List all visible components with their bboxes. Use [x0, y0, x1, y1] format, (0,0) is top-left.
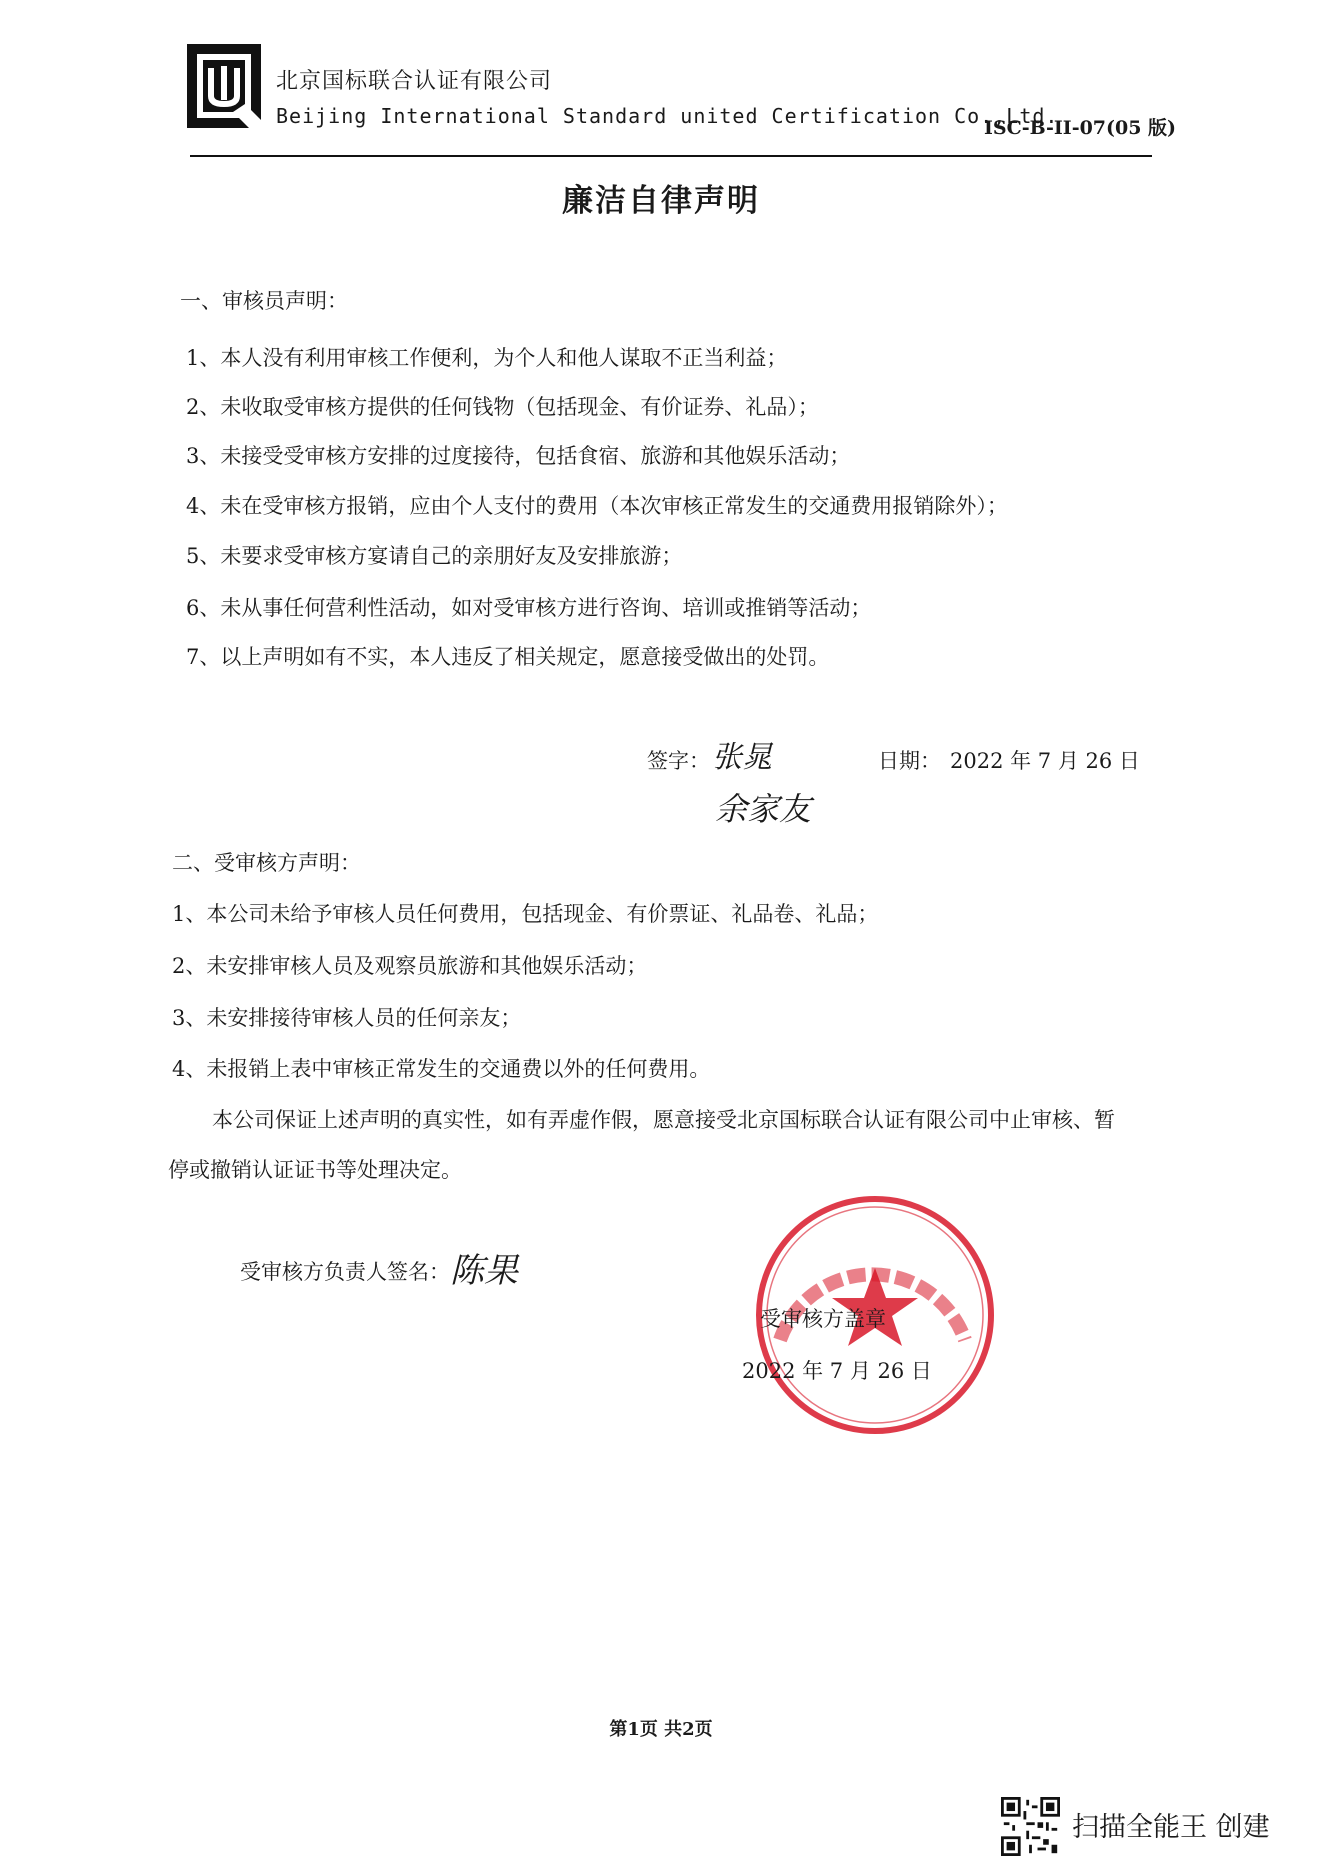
scanner-app-label: 扫描全能王 创建: [1072, 1812, 1270, 1843]
header-rule: [190, 155, 1152, 157]
section2-item: 2、未安排审核人员及观察员旅游和其他娱乐活动；: [172, 954, 648, 978]
auditor-sign-label: 签字：: [647, 749, 710, 773]
page-number: 第1页 共2页: [609, 1719, 713, 1740]
section1-item: 7、以上声明如有不实，本人违反了相关规定，愿意接受做出的处罚。: [186, 645, 830, 669]
auditor-signature: 余家友: [715, 790, 812, 828]
section1-item: 6、未从事任何营利性活动，如对受审核方进行咨询、培训或推销等活动；: [186, 596, 872, 620]
section2-item: 4、未报销上表中审核正常发生的交通费以外的任何费用。: [172, 1057, 711, 1081]
section1-item: 1、本人没有利用审核工作便利，为个人和他人谋取不正当利益；: [186, 346, 788, 370]
section2-item: 1、本公司未给予审核人员任何费用，包括现金、有价票证、礼品卷、礼品；: [172, 902, 879, 926]
section2-item: 3、未安排接待审核人员的任何亲友；: [172, 1006, 522, 1030]
document-code: ISC-B-II-07(05 版): [984, 117, 1177, 139]
guarantee-text: 本公司保证上述声明的真实性，如有弄虚作假，愿意接受北京国标联合认证有限公司中止审核、暂: [212, 1108, 1115, 1132]
section2-heading: 二、受审核方声明：: [172, 851, 361, 875]
seal-date: 2022 年 7 月 26 日: [742, 1359, 932, 1383]
section1-item: 3、未接受受审核方安排的过度接待，包括食宿、旅游和其他娱乐活动；: [186, 444, 851, 468]
document-title: 廉洁自律声明: [562, 183, 760, 219]
auditor-signature: 张晁: [712, 740, 772, 775]
company-name-cn: 北京国标联合认证有限公司: [276, 69, 553, 94]
seal-label: 受审核方盖章: [760, 1307, 886, 1331]
company-logo: [185, 42, 263, 130]
guarantee-text: 停或撤销认证证书等处理决定。: [168, 1158, 462, 1182]
section1-heading: 一、审核员声明：: [180, 289, 348, 313]
auditee-signature: 陈果: [450, 1251, 518, 1291]
section1-item: 4、未在受审核方报销，应由个人支付的费用（本次审核正常发生的交通费用报销除外）；: [186, 494, 1008, 518]
section1-item: 2、未收取受审核方提供的任何钱物（包括现金、有价证券、礼品）；: [186, 395, 819, 419]
section1-item: 5、未要求受审核方宴请自己的亲朋好友及安排旅游；: [186, 544, 683, 568]
date-label: 日期：: [878, 749, 941, 773]
date-value: 2022 年 7 月 26 日: [950, 749, 1140, 773]
company-name-en: Beijing International Standard united Certification Co.,Ltd.: [276, 104, 1059, 128]
qr-code-icon: [1001, 1797, 1060, 1856]
auditee-sign-label: 受审核方负责人签名：: [240, 1260, 450, 1284]
